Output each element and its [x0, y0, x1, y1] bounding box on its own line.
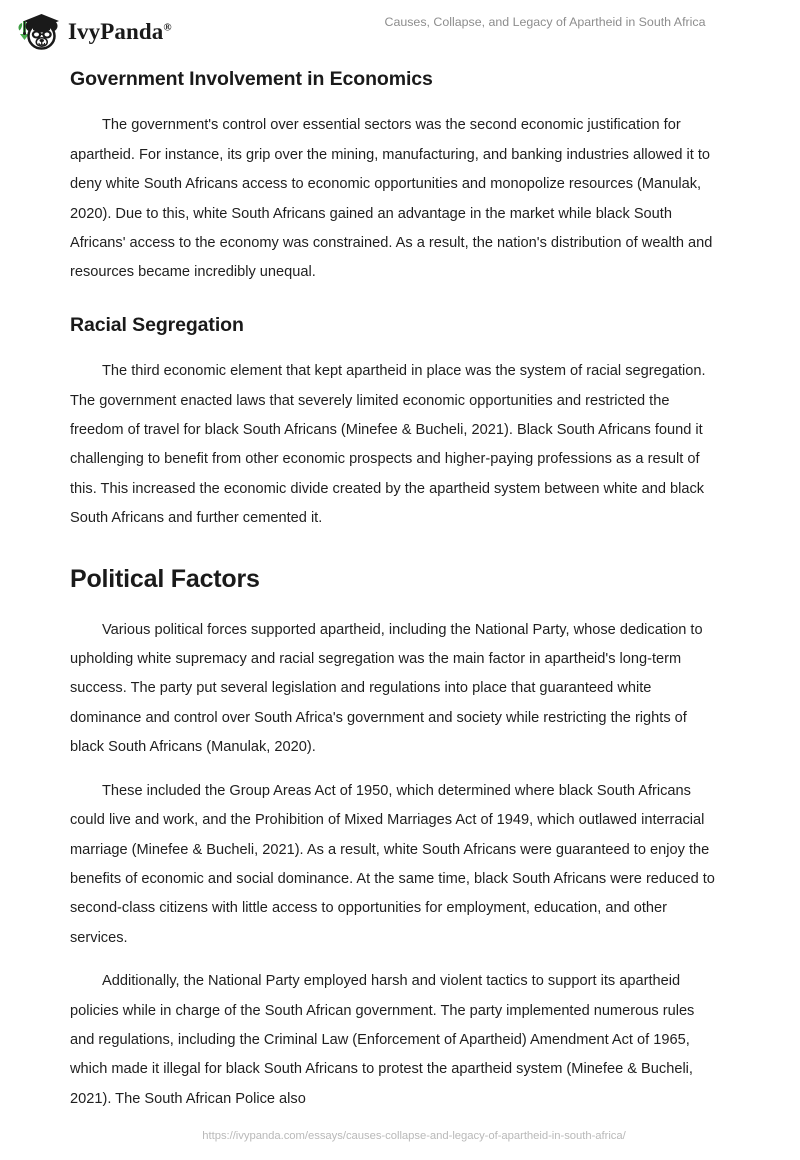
brand-wordmark — [68, 20, 172, 43]
document-content — [70, 68, 722, 1114]
block-spacer — [70, 594, 722, 616]
brand-logo[interactable] — [14, 9, 172, 53]
body-paragraph: Various political forces supported apartheid, including the National Party, whose dedication to upholding white supremacy and racial segregation was the main factor in apartheid's long-term success. The party put several legislation and regulations into place that guaranteed white dominance and control over South Africa's government and society while restricting the rights of black South Africans (Manulak, 2020). — [70, 621, 703, 756]
page-footer — [0, 1130, 800, 1142]
panda-graduate-logo-icon — [14, 8, 64, 54]
body-paragraph: The third economic element that kept apartheid in place was the system of racial segregation. The government enacted laws that severely limited economic opportunities and restricted the freedom of travel for black South Africans (Minefee & Bucheli, 2021). Black South Africans found it challenging to benefit from other economic prospects and higher-paying professions as a result of this. This increased the economic divide created by the apartheid system between white and black South Africans and further cemented it. — [70, 363, 706, 527]
body-paragraph: Additionally, the National Party employed harsh and violent tactics to support its apartheid policies while in charge of the South African government. The party implemented numerous rules and regulations, including the Criminal Law (Enforcement of Apartheid) Amendment Act of 1965, which made it illegal for black South Africans to protest the apartheid system (Minefee & Bucheli, 2021). The South African Police also — [70, 973, 695, 1107]
block-spacer — [70, 337, 722, 357]
document-title-header: Causes, Collapse, and Legacy of Apartheid in South Africa — [384, 15, 706, 29]
block-spacer — [70, 288, 722, 314]
block-spacer — [70, 91, 722, 111]
body-paragraph: These included the Group Areas Act of 1950, which determined where black South Africans could live and work, and the Prohibition of Mixed Marriages Act of 1949, which outlawed interracial marriage (Minefee & Bucheli, 2021). As a result, white South Africans were guaranteed to enjoy the benefits of economic and social dominance. At the same time, black South Africans were reduced to second-class citizens with little access to opportunities for employment, education, and other services. — [70, 782, 715, 946]
block-spacer — [70, 534, 722, 564]
block-spacer — [70, 763, 722, 777]
source-url[interactable]: https://ivypanda.com/essays/causes-collapse-and-legacy-of-apartheid-in-south-africa/ — [202, 1130, 626, 1142]
block-spacer — [70, 953, 722, 967]
section-heading: Racial Segregation — [70, 313, 244, 336]
section-heading: Political Factors — [70, 564, 260, 593]
brand-name-text: IvyPanda — [68, 18, 164, 44]
section-heading: Government Involvement in Economics — [70, 68, 433, 90]
registered-trademark-icon: ® — [163, 20, 172, 33]
body-paragraph: The government's control over essential sectors was the second economic justification for apartheid. For instance, its grip over the mining, manufacturing, and banking industries allowed it to deny white South Africans access to economic opportunities and monopolize resources (Manulak, 2020). Due to this, white South Africans gained an advantage in the market while black South Africans' access to the economy was constrained. As a result, the nation's distribution of wealth and resources became incredibly unequal. — [70, 117, 713, 281]
page-header — [0, 0, 800, 58]
